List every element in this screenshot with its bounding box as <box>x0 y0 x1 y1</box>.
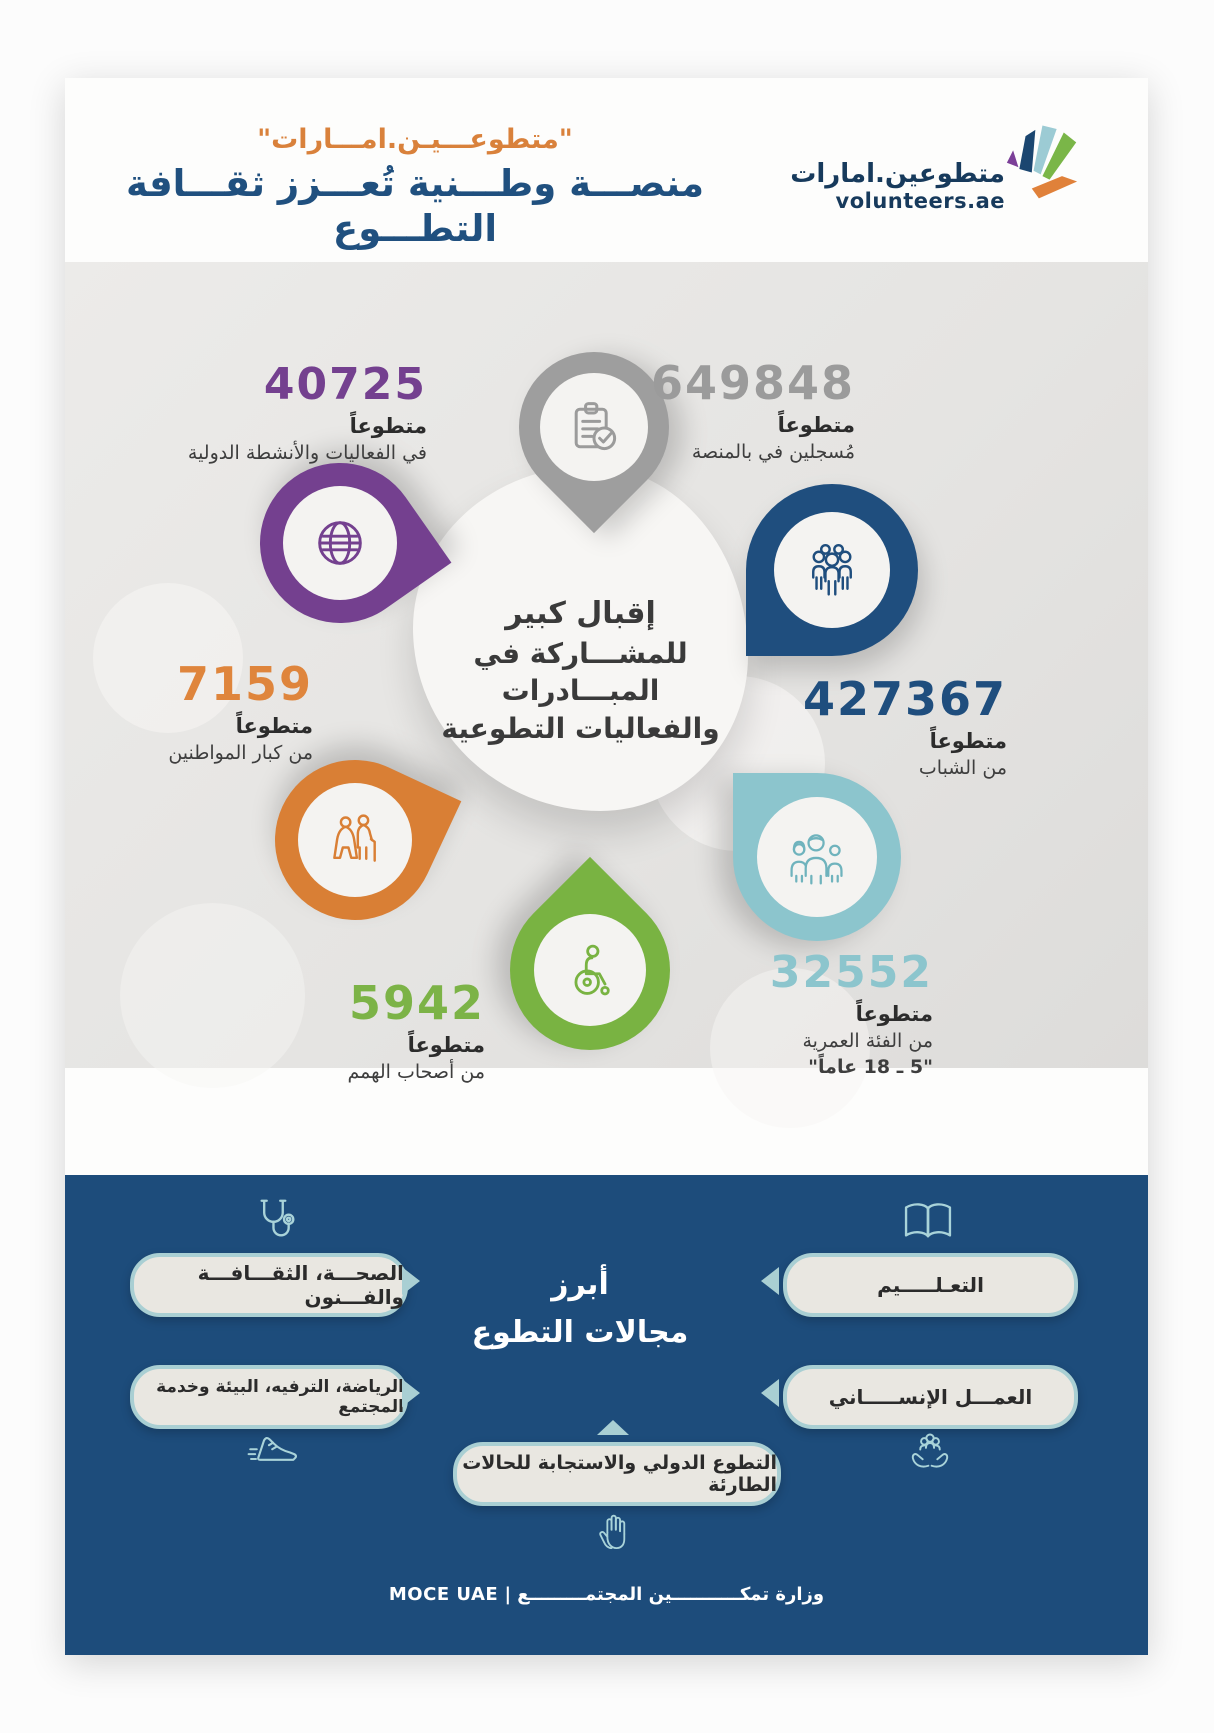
logo-wordmark <box>790 159 1005 213</box>
stat-seniors-value: 7159 <box>176 657 313 711</box>
pin-youth <box>746 484 918 656</box>
field-pill-sports-environment <box>130 1365 408 1429</box>
stat-children-desc: من الفئة العمرية <box>802 1030 933 1053</box>
stat-youth-desc: من الشباب <box>918 757 1007 780</box>
field-label: الصحـــة، الثقـــافـــة والفـــنون <box>197 1261 404 1309</box>
stat-registered <box>625 356 855 465</box>
platform-subtitle: منصـــة وطـــنية تُعـــزز ثقـــافة التطـــوع <box>126 162 704 250</box>
elderly-couple-icon <box>298 783 412 897</box>
center-message <box>413 594 748 748</box>
field-label: العمـــل الإنســـــاني <box>828 1385 1033 1409</box>
page-title <box>65 124 765 251</box>
stat-youth-unit: متطوعاً <box>929 729 1007 753</box>
platform-name-quote: "متطوعـــيـن.امـــارات" <box>257 124 573 155</box>
stat-children-unit: متطوعاً <box>855 1002 933 1026</box>
people-group-icon <box>774 512 890 628</box>
stat-determination-unit: متطوعاً <box>407 1033 485 1057</box>
field-pill-health-culture-arts <box>130 1253 408 1317</box>
stat-international-unit: متطوعاً <box>349 414 427 438</box>
center-message-line1: إقبال كبير <box>505 596 656 631</box>
globe-icon <box>283 486 397 600</box>
field-pill-education <box>783 1253 1078 1317</box>
arrow-right-icon <box>402 1379 420 1407</box>
footer-ministry: وزارة تمكـــــــــــين المجتمـــــــــع | MOCE UAE <box>388 1584 825 1605</box>
stat-children <box>683 947 933 1080</box>
center-message-line2: للمشـــاركة في المبـــادرات <box>473 636 688 708</box>
arrow-left-icon <box>761 1267 779 1295</box>
stat-children-desc2: "5 ـ 18 عاماً" <box>808 1055 933 1078</box>
stat-youth-value: 427367 <box>802 672 1007 726</box>
field-pill-humanitarian <box>783 1365 1078 1429</box>
stat-determination <box>285 976 485 1085</box>
arrow-up-icon <box>597 1420 629 1435</box>
infographic-card <box>65 78 1148 1655</box>
stat-international-value: 40725 <box>263 359 427 410</box>
stat-registered-desc: مُسجلين في بالمنصة <box>691 441 855 464</box>
fields-heading-line2: مجالات التطوع <box>471 1315 689 1350</box>
field-label: الرياضة، الترفيه، البيئة وخدمة المجتمع <box>156 1377 404 1417</box>
stethoscope-icon <box>249 1194 303 1252</box>
field-label: التعـلـــــيم <box>877 1273 984 1297</box>
family-icon <box>757 797 877 917</box>
stat-seniors <box>113 657 313 766</box>
fan-logo-icon <box>998 121 1078 205</box>
center-message-line3: والفعاليات التطوعية <box>441 712 720 746</box>
field-pill-international-emergency <box>453 1442 781 1506</box>
fields-heading <box>455 1268 705 1349</box>
stat-determination-desc: من أصحاب الهمم <box>347 1061 485 1084</box>
stat-determination-value: 5942 <box>348 976 485 1030</box>
arrow-left-icon <box>761 1379 779 1407</box>
stat-international-desc: في الفعاليات والأنشطة الدولية <box>187 442 427 465</box>
running-shoe-icon <box>247 1426 299 1470</box>
stat-children-value: 32552 <box>769 947 933 998</box>
field-label: التطوع الدولي والاستجابة للحالات الطارئة <box>462 1452 777 1496</box>
hands-community-icon <box>904 1430 956 1486</box>
logo-arabic-name: متطوعين.امارات <box>790 159 1005 189</box>
stat-registered-value: 649848 <box>650 356 855 410</box>
logo-domain-name: volunteers.ae <box>835 188 1005 213</box>
stat-seniors-unit: متطوعاً <box>235 714 313 738</box>
stat-seniors-desc: من كبار المواطنين <box>168 742 313 765</box>
stat-registered-unit: متطوعاً <box>777 413 855 437</box>
arrow-right-icon <box>402 1267 420 1295</box>
decorative-circle <box>120 903 305 1088</box>
pin-children <box>733 773 901 941</box>
stat-international <box>177 359 427 466</box>
wheelchair-icon <box>534 914 646 1026</box>
fields-heading-line1: أبرز <box>551 1267 609 1302</box>
open-book-icon <box>901 1200 955 1246</box>
stat-youth <box>757 672 1007 781</box>
raised-hand-icon <box>590 1510 636 1562</box>
